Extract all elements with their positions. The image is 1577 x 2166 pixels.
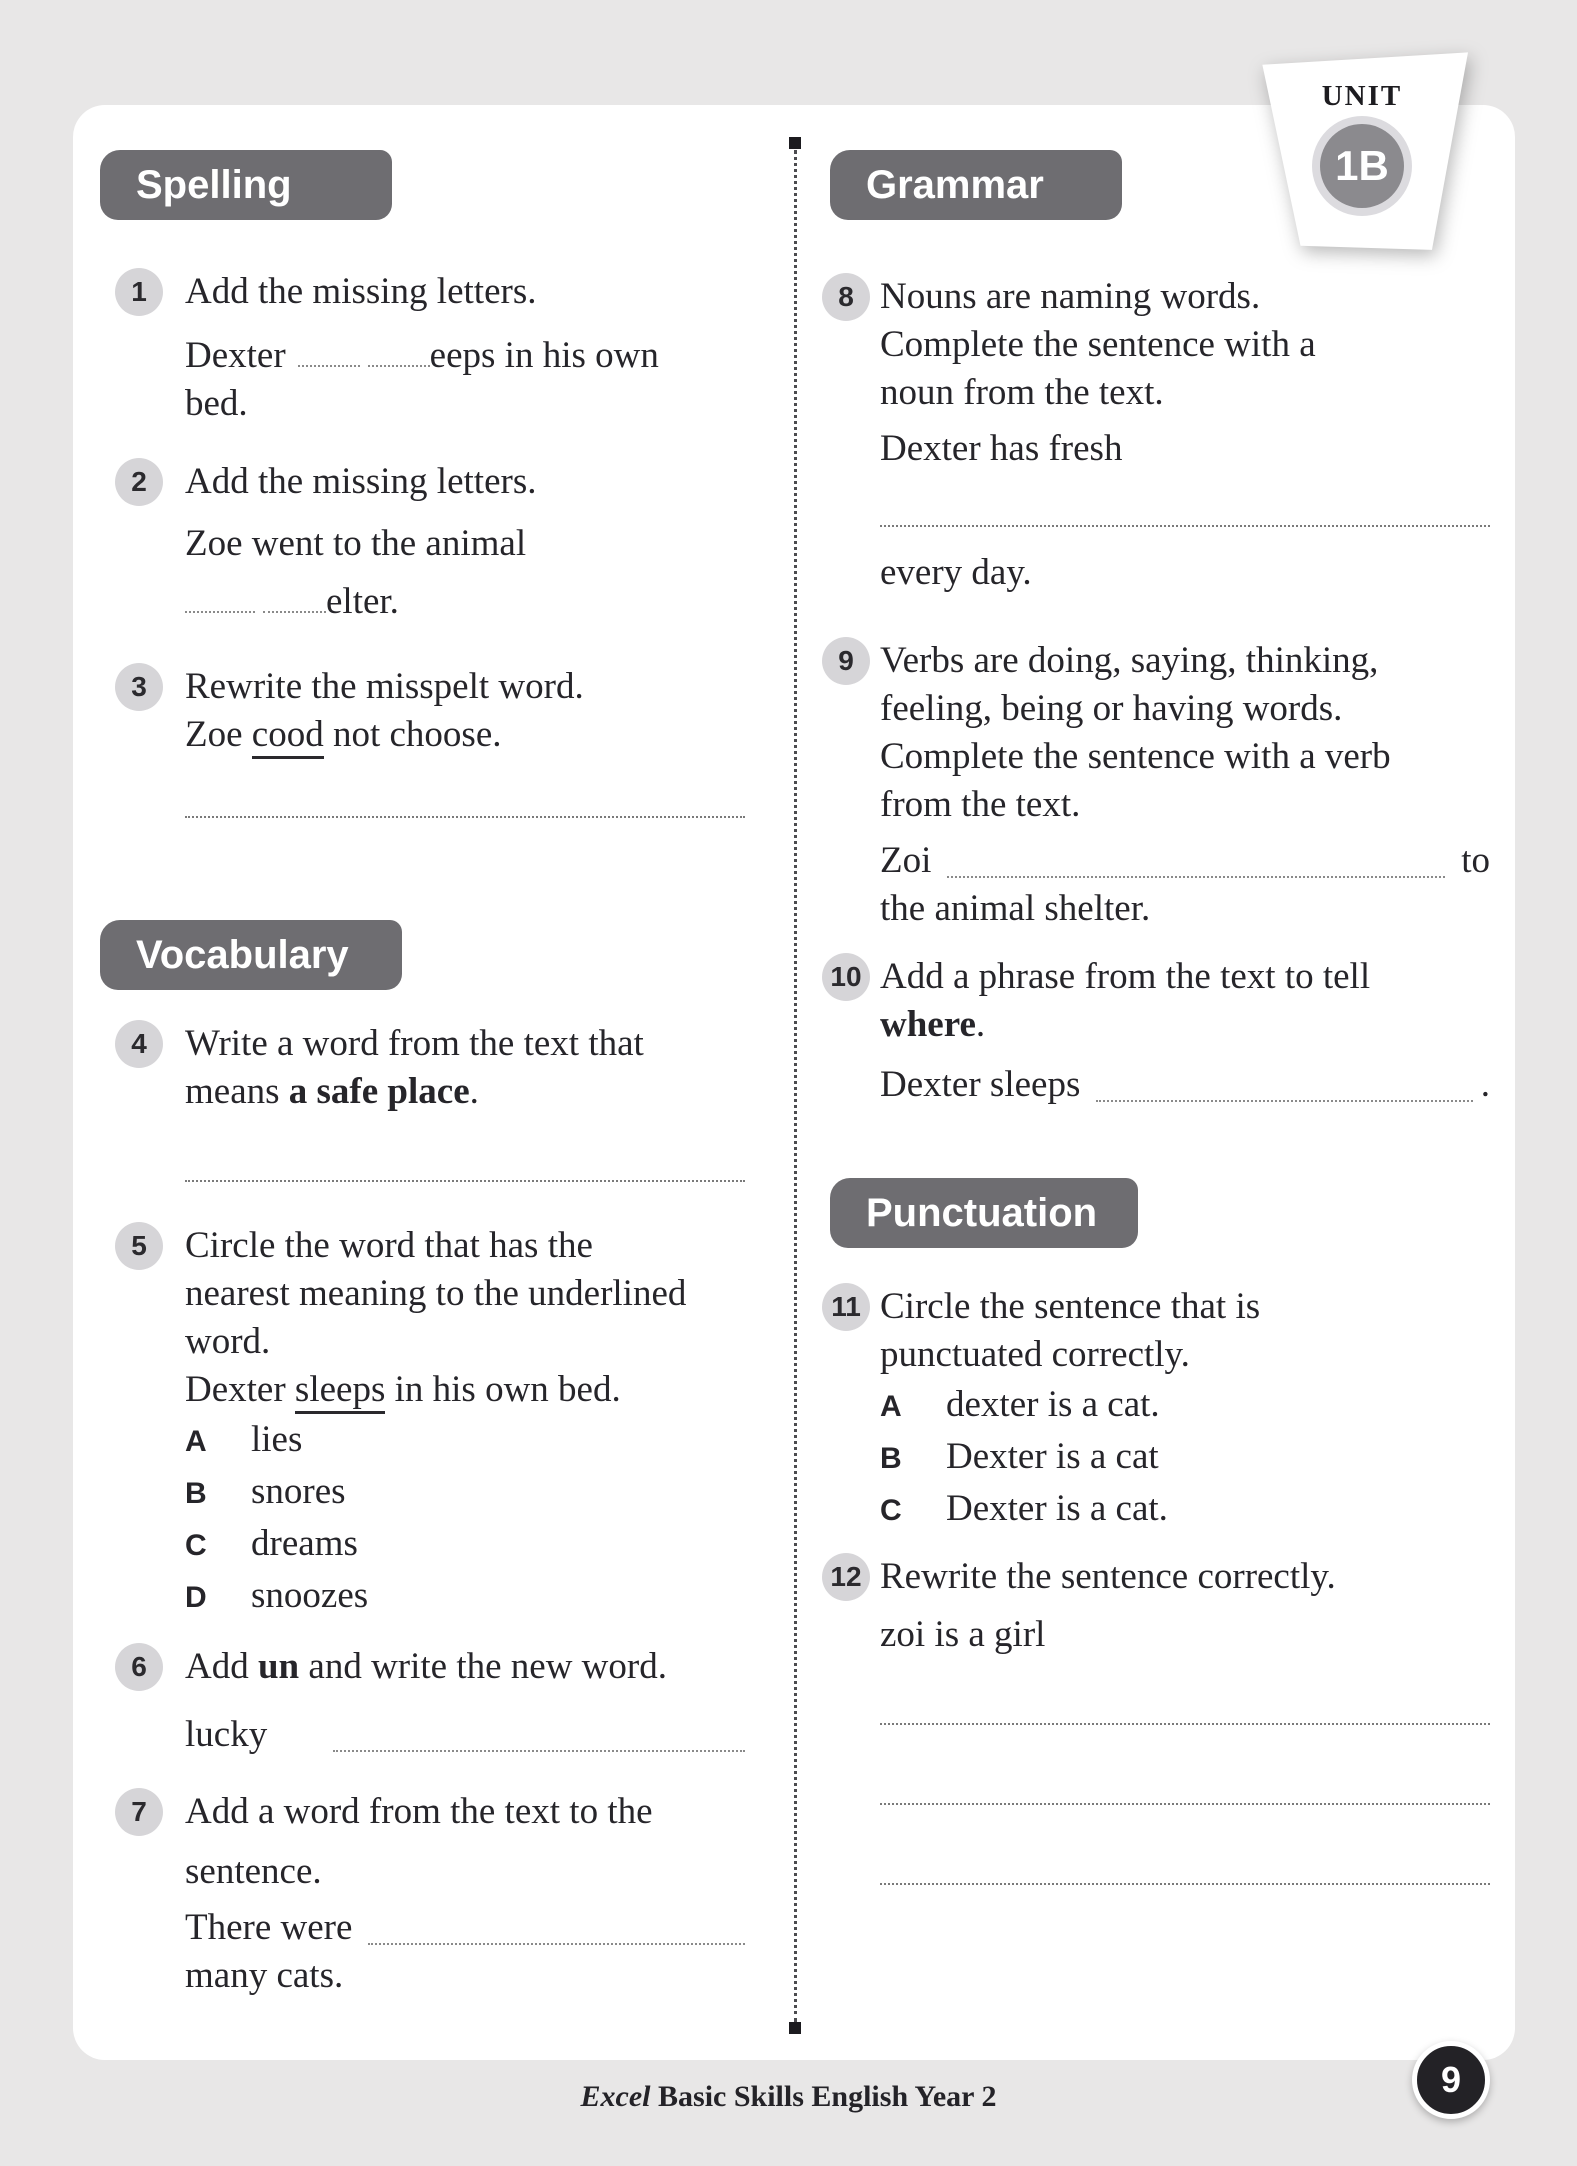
question-number-badge: 12 (822, 1553, 870, 1601)
question-line: Rewrite the sentence correctly. (880, 1556, 1336, 1597)
question-line: feeling, being or having words. (880, 688, 1343, 729)
question-line: Add a phrase from the text to tell (880, 956, 1371, 997)
question-line: means a safe place. (185, 1071, 479, 1112)
question-line: Complete the sentence with a verb (880, 736, 1391, 777)
question-12 (810, 1553, 1510, 1885)
option-row (880, 1431, 1490, 1483)
section-title: Grammar (866, 162, 1044, 207)
section-title: Punctuation (866, 1190, 1098, 1235)
question-line: word. (185, 1321, 271, 1362)
option-letter: C (880, 1494, 902, 1527)
question-number-badge: 9 (822, 637, 870, 685)
footer-text (0, 2080, 1577, 2114)
option-text: Dexter is a cat (946, 1436, 1159, 1477)
section-title: Vocabulary (136, 932, 349, 977)
option-letter: C (185, 1529, 207, 1562)
question-line: There were (185, 1904, 745, 1952)
answer-rule (880, 1801, 1490, 1805)
question-number-badge: 1 (115, 268, 163, 316)
unit-label: UNIT (1321, 80, 1403, 112)
question-line: zoi is a girl (880, 1614, 1046, 1655)
question-line: Zoe went to the animal (185, 523, 527, 564)
question-6 (100, 1643, 770, 1759)
question-number-badge: 5 (115, 1222, 163, 1270)
option-letter: A (880, 1390, 902, 1423)
question-number-badge: 4 (115, 1020, 163, 1068)
option-text: lies (251, 1419, 303, 1460)
answer-blank (368, 1943, 745, 1945)
footer-series: Excel (580, 2080, 651, 2113)
option-text: dexter is a cat. (946, 1384, 1160, 1425)
answer-rule (185, 814, 745, 818)
unit-circle-ring (1312, 116, 1412, 216)
question-line: Zoi to (880, 840, 1490, 881)
section-tab-spelling (100, 150, 392, 220)
underlined-word: sleeps (295, 1369, 385, 1414)
question-line: Verbs are doing, saying, thinking, (880, 640, 1379, 681)
question-line: the animal shelter. (880, 888, 1151, 929)
option-row (880, 1379, 1490, 1431)
option-letter: B (880, 1442, 902, 1475)
section-tab-punctuation (830, 1178, 1138, 1248)
unit-badge (1256, 44, 1468, 252)
question-number-badge: 10 (822, 953, 870, 1001)
option-row (185, 1466, 745, 1518)
question-line: from the text. (880, 784, 1081, 825)
question-line: Add the missing letters. (185, 461, 537, 502)
section-tab-grammar (830, 150, 1122, 220)
question-9 (810, 637, 1510, 933)
question-number-badge: 2 (115, 458, 163, 506)
question-line: Dexter sleeps in his own bed. (185, 1366, 745, 1414)
question-line: Dexter eeps in his own (185, 335, 659, 376)
question-line: Circle the word that has the (185, 1225, 593, 1266)
question-line: Add un and write the new word. (185, 1646, 667, 1687)
option-row (185, 1414, 745, 1466)
question-7 (100, 1788, 770, 2000)
option-letter: B (185, 1477, 207, 1510)
footer-title: Basic Skills English Year 2 (658, 2080, 997, 2113)
option-text: snoozes (251, 1575, 369, 1616)
question-10 (810, 953, 1510, 1109)
answer-rule (880, 1881, 1490, 1885)
question-number-badge: 8 (822, 273, 870, 321)
divider-bottom-square (789, 2022, 801, 2034)
answer-rule (880, 1721, 1490, 1725)
question-2 (100, 458, 770, 626)
answer-rule (880, 523, 1490, 527)
question-8 (810, 273, 1510, 597)
column-divider (794, 150, 797, 2022)
question-line: Dexter sleeps . (880, 1064, 1490, 1105)
answer-blank (368, 335, 430, 367)
divider-top-square (789, 137, 801, 149)
answer-rule (185, 1178, 745, 1182)
question-line: elter. (185, 578, 745, 626)
question-line: punctuated correctly. (880, 1334, 1190, 1375)
answer-blank (333, 1750, 745, 1752)
option-row (185, 1518, 745, 1570)
question-line: Rewrite the misspelt word. (185, 666, 584, 707)
question-line: many cats. (185, 1955, 344, 1996)
question-4 (100, 1020, 770, 1182)
unit-code-badge: 1B (1320, 124, 1404, 208)
question-line: Nouns are naming words. (880, 276, 1261, 317)
section-title: Spelling (136, 162, 292, 207)
section-tab-vocabulary (100, 920, 402, 990)
question-11 (810, 1283, 1510, 1535)
question-line: Zoe cood not choose. (185, 711, 745, 759)
option-row (880, 1483, 1490, 1535)
question-5 (100, 1222, 770, 1622)
answer-blank (298, 335, 360, 367)
option-text: snores (251, 1471, 346, 1512)
option-letter: D (185, 1581, 207, 1614)
question-line: Circle the sentence that is (880, 1286, 1261, 1327)
bold-phrase: a safe place (288, 1071, 470, 1112)
question-line: Add a word from the text to the (185, 1791, 653, 1832)
question-line: noun from the text. (880, 372, 1164, 413)
question-line: Write a word from the text that (185, 1023, 644, 1064)
question-number-badge: 11 (822, 1283, 870, 1331)
option-text: dreams (251, 1523, 358, 1564)
question-number-badge: 6 (115, 1643, 163, 1691)
question-line: Complete the sentence with a (880, 324, 1316, 365)
question-number-badge: 3 (115, 663, 163, 711)
question-line: nearest meaning to the underlined (185, 1273, 687, 1314)
answer-blank (1096, 1100, 1472, 1102)
answer-blank (185, 581, 255, 613)
question-3 (100, 663, 770, 818)
question-line: Dexter has fresh (880, 428, 1123, 469)
question-line: bed. (185, 383, 248, 424)
option-text: Dexter is a cat. (946, 1488, 1168, 1529)
question-line: Add the missing letters. (185, 271, 537, 312)
option-letter: A (185, 1425, 207, 1458)
option-row (185, 1570, 745, 1622)
answer-blank (263, 581, 326, 613)
question-line: lucky (185, 1711, 745, 1759)
question-number-badge: 7 (115, 1788, 163, 1836)
bold-word: un (257, 1646, 300, 1687)
question-line: where. (880, 1004, 986, 1045)
answer-blank (947, 876, 1445, 878)
underlined-word: cood (252, 714, 324, 759)
question-line: every day. (880, 552, 1032, 593)
page-number-badge: 9 (1412, 2041, 1490, 2119)
question-1 (100, 268, 770, 428)
question-line: sentence. (185, 1851, 322, 1892)
bold-word: where (880, 1004, 976, 1045)
